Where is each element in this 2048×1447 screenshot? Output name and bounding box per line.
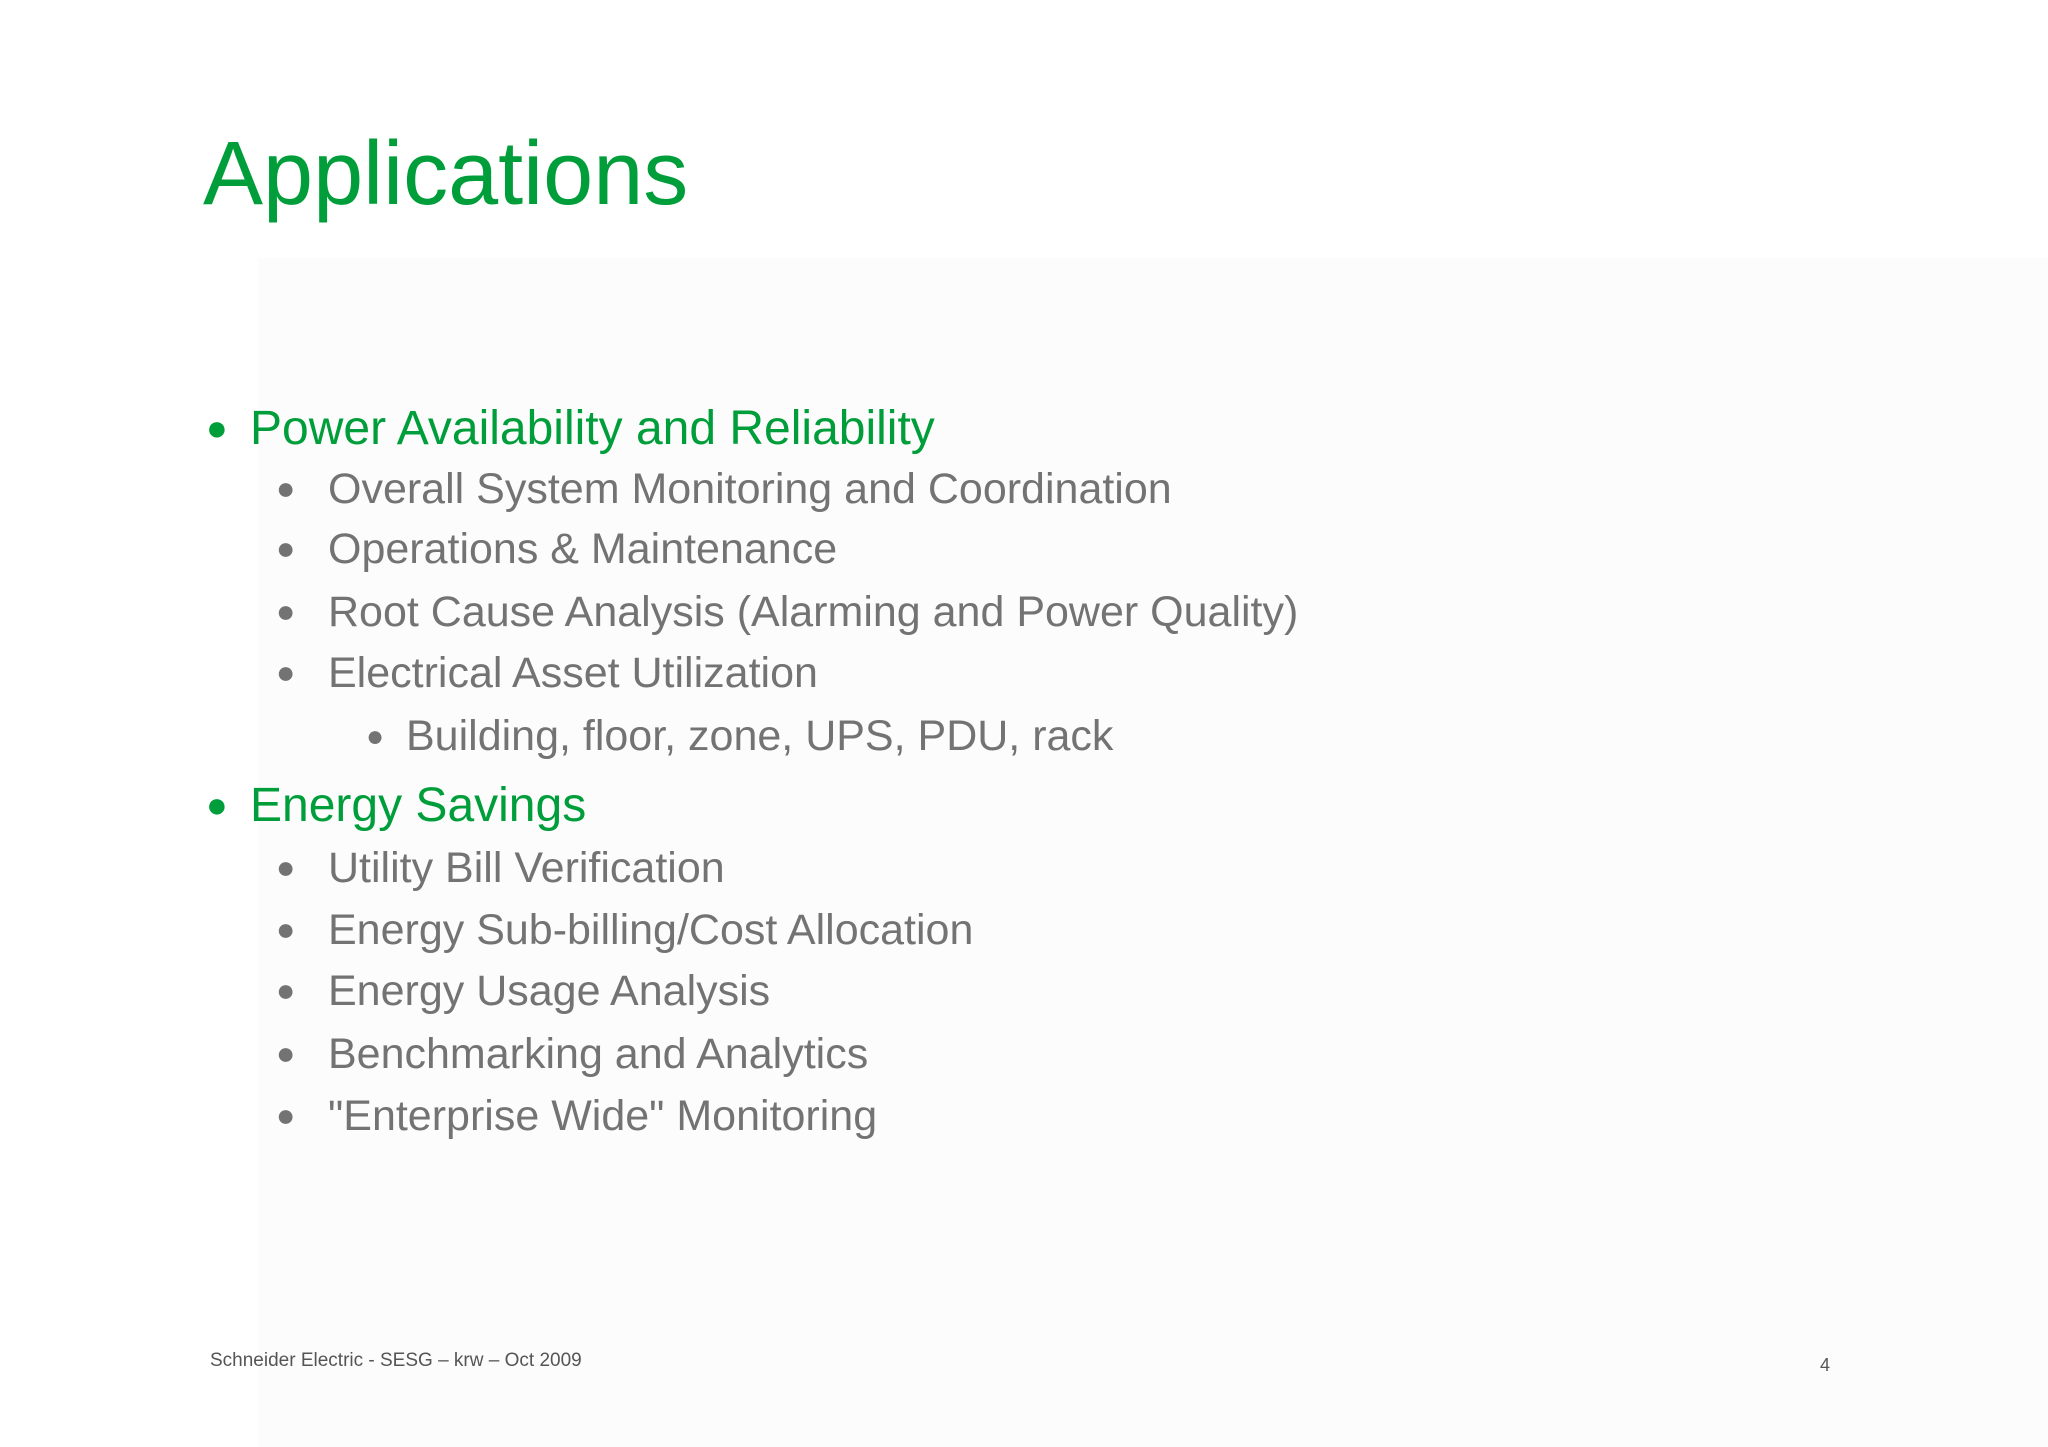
bullet-icon: ●: [276, 972, 296, 1008]
footer-text: Schneider Electric - SESG – krw – Oct 2009: [210, 1350, 582, 1371]
bullet-icon: ●: [366, 720, 385, 753]
slide-title: Applications: [203, 124, 689, 224]
list-item-label: Energy Sub-billing/Cost Allocation: [328, 906, 974, 954]
page-number: 4: [1820, 1355, 1831, 1375]
bullet-icon: ●: [276, 1097, 296, 1133]
bullet-icon: ●: [276, 654, 296, 690]
bullet-icon: ●: [206, 784, 228, 825]
list-item: [276, 524, 837, 576]
list-item-label: Electrical Asset Utilization: [328, 649, 818, 697]
list-item: [276, 905, 973, 957]
bullet-icon: ●: [276, 530, 296, 566]
list-item: [276, 966, 770, 1018]
list-item: [276, 1091, 877, 1143]
bullet-icon: ●: [276, 470, 296, 506]
list-item-label: "Enterprise Wide" Monitoring: [328, 1092, 878, 1140]
list-item: [276, 1029, 868, 1081]
list-item-label: Root Cause Analysis (Alarming and Power Quality): [328, 588, 1299, 636]
list-item-label: Utility Bill Verification: [328, 844, 725, 892]
bullet-icon: ●: [276, 849, 296, 885]
sub-list-item: [366, 711, 1113, 763]
list-item: [276, 464, 1172, 516]
section-heading-label: Power Availability and Reliability: [250, 402, 935, 455]
bullet-icon: ●: [276, 1035, 296, 1071]
bullet-icon: ●: [206, 407, 228, 448]
bullet-icon: ●: [276, 911, 296, 947]
section-heading-power: [206, 400, 935, 458]
list-item: [276, 843, 725, 895]
list-item-label: Energy Usage Analysis: [328, 967, 771, 1015]
section-heading-label: Energy Savings: [250, 779, 587, 832]
list-item: [276, 648, 818, 700]
list-item-label: Operations & Maintenance: [328, 525, 838, 573]
list-item: [276, 587, 1298, 639]
section-heading-energy: [206, 777, 586, 835]
bullet-icon: ●: [276, 593, 296, 629]
list-item-label: Overall System Monitoring and Coordination: [328, 465, 1172, 513]
list-item-label: Benchmarking and Analytics: [328, 1030, 869, 1078]
sub-list-item-label: Building, floor, zone, UPS, PDU, rack: [406, 712, 1114, 760]
